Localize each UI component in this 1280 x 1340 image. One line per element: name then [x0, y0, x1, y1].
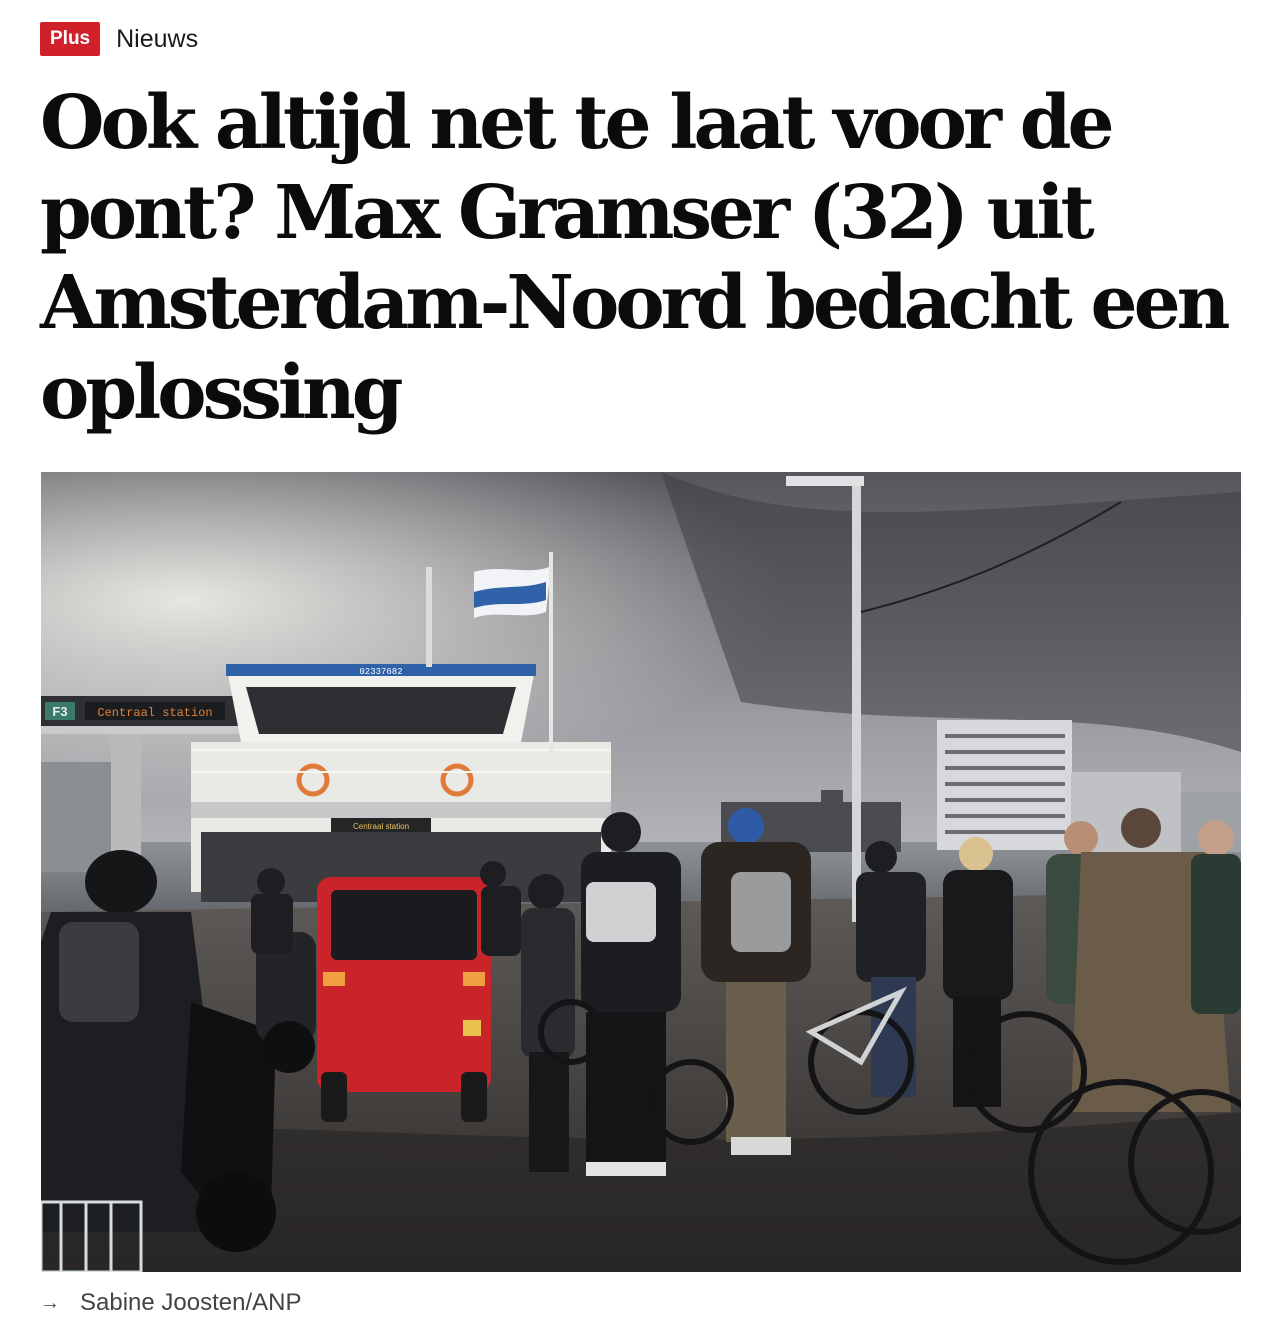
arrow-right-icon: → [40, 1291, 60, 1314]
article-headline: Ook altijd net te laat voor de pont? Max Gramser (32) uit Amsterdam-Noord bedacht een oplossing [40, 80, 1227, 436]
article-meta [40, 22, 198, 56]
ferry-number: 02337682 [359, 667, 403, 677]
ferry-deck-label: Centraal station [352, 822, 410, 831]
article-photo [41, 472, 1241, 1272]
photo-caption [40, 1288, 301, 1318]
section-link-nieuws[interactable]: Nieuws [116, 24, 199, 53]
ferry-sign-destination: Centraal station [97, 706, 213, 720]
plus-badge: Plus [40, 22, 100, 56]
ferry-sign-label: F3 [52, 704, 68, 719]
photo-credit: Sabine Joosten/ANP [80, 1289, 302, 1316]
red-microcar [317, 877, 491, 1122]
